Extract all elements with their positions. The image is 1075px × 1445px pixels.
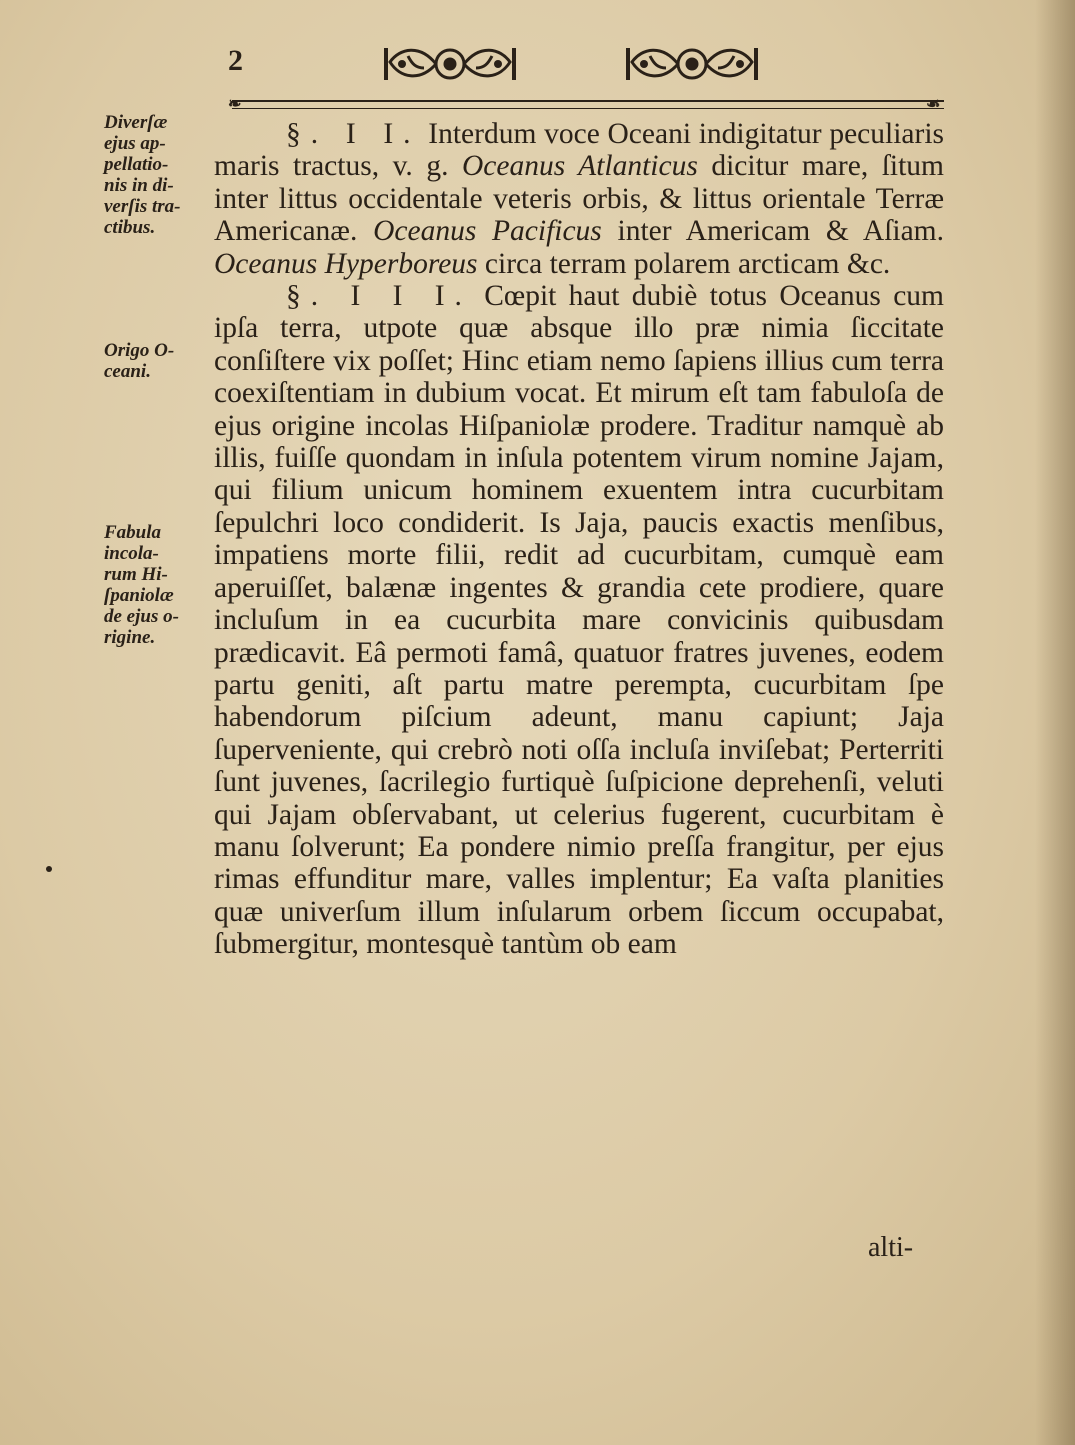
paragraph-section-3 — [214, 280, 944, 961]
margin-note-appellation: Diverſæ ejus ap- pellatio- nis in di- verſis tra- ctibus. — [104, 112, 181, 238]
margin-note-origin: Origo O- ceani. — [104, 340, 175, 382]
page-number: 2 — [228, 44, 243, 77]
text-run: inter Americam & Aſiam. — [601, 215, 945, 248]
rule-ornament-right: ☙ — [926, 96, 941, 113]
text-run-italic: Oceanus Pacificus — [373, 215, 602, 248]
text-run: dicitur mare, ſitum inter littus occidentale veteris orbis, & littus orientale Terræ Americanæ. — [214, 150, 944, 248]
text-run: circa terram polarem arcticam &c. — [477, 247, 891, 280]
text-run-italic: Oceanus Atlanticus — [461, 150, 698, 183]
section-mark: §. I I I. — [286, 280, 472, 313]
floral-ornament-right — [622, 38, 762, 90]
floral-ornament-left — [380, 38, 520, 90]
catchword: alti- — [868, 1232, 914, 1263]
paragraph-section-2 — [214, 118, 944, 280]
text-run: Interdum voce Oceani indigitatur peculiaris maris tractus, v. g. — [214, 118, 944, 183]
header-rule — [232, 100, 944, 109]
section-mark: §. I I. — [286, 118, 421, 150]
ink-speck — [46, 866, 52, 872]
page-gutter-shadow — [1035, 0, 1075, 1445]
text-run: Cœpit haut dubiè totus Oceanus cum ipſa terra, utpote quæ absque illo præ nimia ſiccitate conſiſtere vix poſſet; Hinc etiam nemo ſapiens illius cum terra coexiſtentiam in dubium vocat. Et mirum eſt tam fabuloſa de ejus origine incolas Hiſpaniolæ prodere. Traditur namquè ab illis, fuiſſe quondam in inſula potentem virum nomine Jajam, qui filium unicum hominem exuentem intra cucurbitam ſepulchri loco condiderit. Is Jaja, paucis exactis menſibus, impatiens morte filii, redit ad cucurbitam, cumquè eam aperuiſſet, balænæ ingentes & grandia cete prodiere, quare incluſum in ea cucurbita mare convicinis quibusdam prædicavit. Eâ permoti famâ, quatuor fratres juvenes, eodem partu geniti, aſt partu matre perempta, cucurbitam ſpe habendorum piſcium adeunt, manu capiunt; Jaja ſuperveniente, qui crebrò noti oſſa incluſa inviſebat; Perterriti ſunt juvenes, ſacrilegio furtiquè ſuſpicione deprehenſi, veluti qui Jajam obſervabant, ut celerius fugerent, cucurbitam è manu ſolverunt; Ea pondere nimio preſſa frangitur, per ejus rimas effunditur mare, valles implentur; Ea vaſta planities quæ univerſum illum inſularum orbem ſiccum occupabat, ſubmergitur, montesquè tantùm ob eam — [214, 280, 944, 961]
text-run-italic: Oceanus Hyperboreus — [214, 247, 478, 280]
main-text — [214, 118, 944, 961]
rule-ornament-left: ❧ — [228, 96, 242, 113]
margin-note-fable: Fabula incola- rum Hi- ſpaniolæ de ejus o- rigine. — [104, 522, 179, 648]
